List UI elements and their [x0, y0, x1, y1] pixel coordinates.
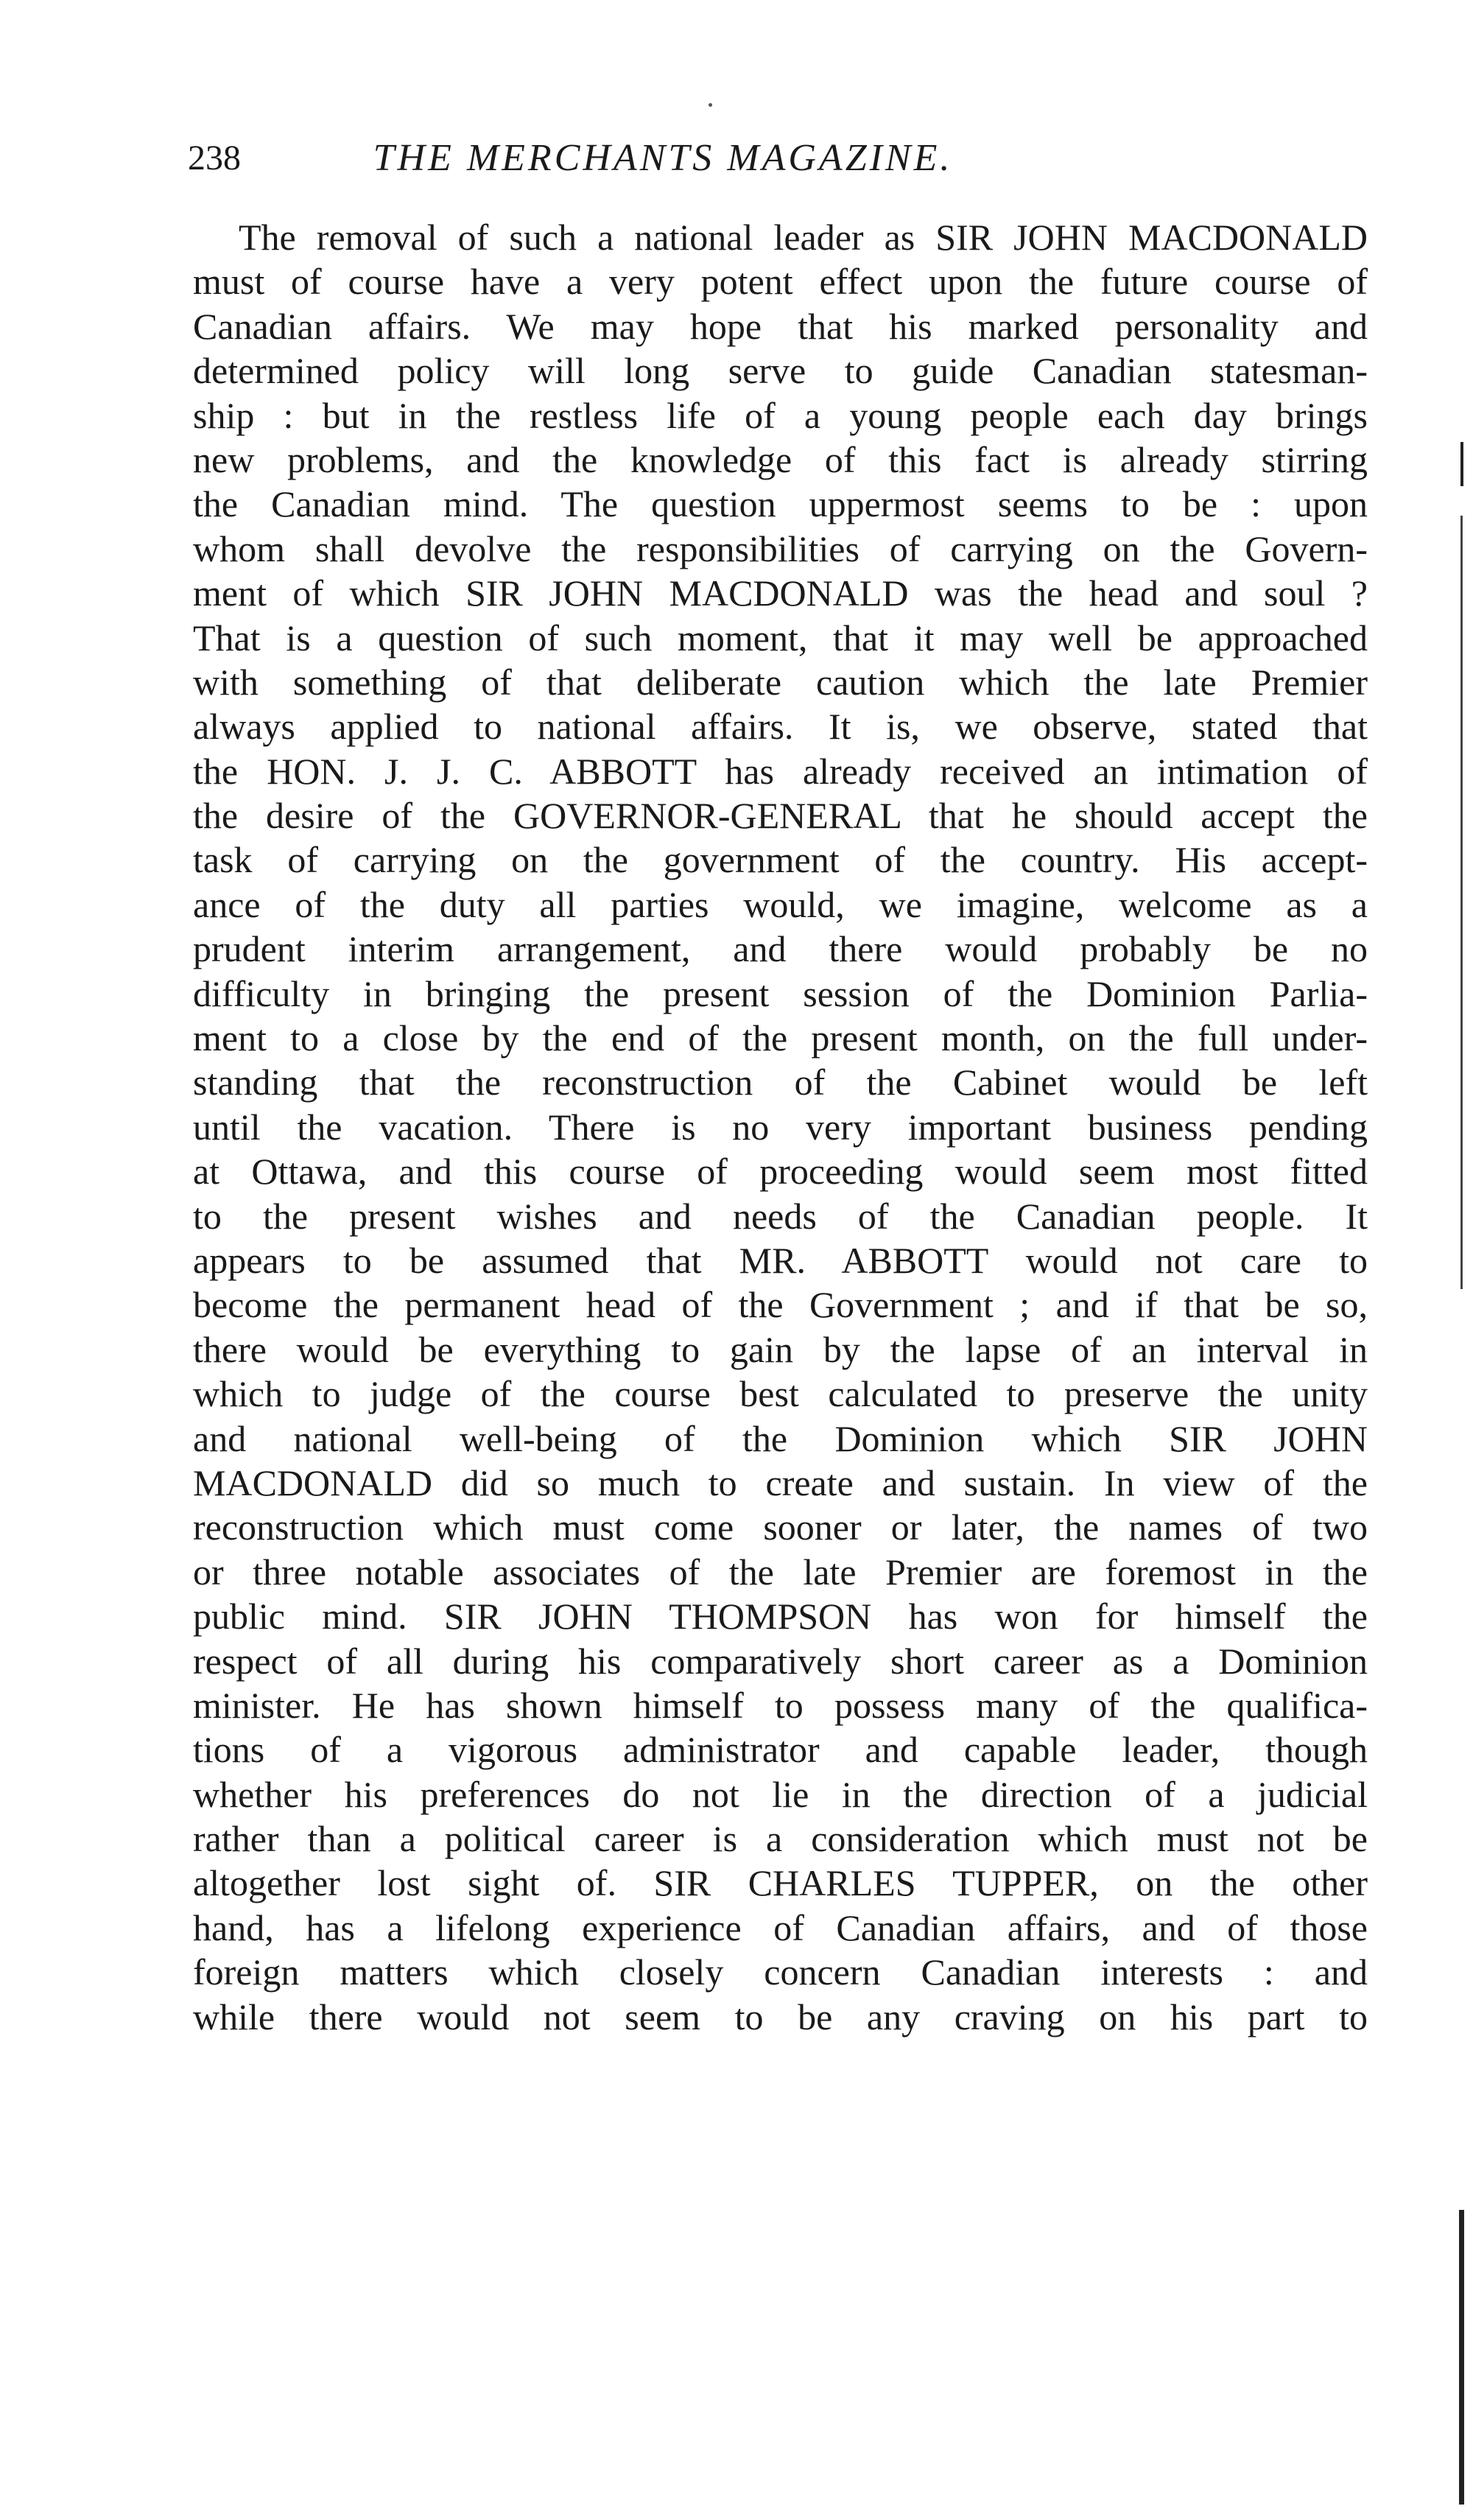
text-line: whether his preferences do not lie in the direction of a judicial — [193, 1773, 1368, 1815]
body-text — [193, 215, 1368, 2039]
text-line: foreign matters which closely concern Canadian interests : and — [193, 1951, 1368, 1993]
text-line: public mind. SIR JOHN THOMPSON has won for himself the — [193, 1596, 1368, 1638]
text-line: altogether lost sight of. SIR CHARLES TUPPER, on the other — [193, 1862, 1368, 1904]
text-line: ance of the duty all parties would, we imagine, welcome as a — [193, 883, 1368, 925]
text-line: ship : but in the restless life of a young people each day brings — [193, 394, 1368, 436]
text-line: which to judge of the course best calculated to preserve the unity — [193, 1373, 1368, 1415]
text-line: task of carrying on the government of the country. His accept- — [193, 839, 1368, 881]
text-line: new problems, and the knowledge of this fact is already stirring — [193, 438, 1368, 480]
scan-edge-mark — [1460, 516, 1463, 1289]
text-line: must of course have a very potent effect upon the future course of — [193, 261, 1368, 303]
text-line: there would be everything to gain by the lapse of an interval in — [193, 1328, 1368, 1370]
text-line: always applied to national affairs. It is, we observe, stated that — [193, 706, 1368, 748]
text-line: rather than a political career is a consideration which must not be — [193, 1818, 1368, 1860]
text-line: until the vacation. There is no very important business pending — [193, 1106, 1368, 1148]
text-line: the HON. J. J. C. ABBOTT has already received an intimation of — [193, 750, 1368, 792]
text-line: MACDONALD did so much to create and sustain. In view of the — [193, 1461, 1368, 1503]
text-line: standing that the reconstruction of the Cabinet would be left — [193, 1061, 1368, 1103]
text-line: difficulty in bringing the present session of the Dominion Parlia- — [193, 972, 1368, 1014]
scan-edge-mark — [1460, 442, 1463, 486]
text-line: prudent interim arrangement, and there would probably be no — [193, 928, 1368, 970]
text-line: tions of a vigorous administrator and capable leader, though — [193, 1729, 1368, 1771]
text-line: with something of that deliberate caution which the late Premier — [193, 661, 1368, 703]
text-line: appears to be assumed that MR. ABBOTT would not care to — [193, 1239, 1368, 1281]
text-line: while there would not seem to be any craving on his part to — [193, 1996, 1368, 2038]
text-line: respect of all during his comparatively short career as a Dominion — [193, 1640, 1368, 1682]
text-line: to the present wishes and needs of the Canadian people. It — [193, 1195, 1368, 1237]
text-line: at Ottawa, and this course of proceeding would seem most fitted — [193, 1151, 1368, 1193]
text-line: ment to a close by the end of the present month, on the full under- — [193, 1017, 1368, 1059]
text-line: the Canadian mind. The question uppermost seems to be : upon — [193, 483, 1368, 525]
page-header — [188, 129, 1138, 188]
text-line: Canadian affairs. We may hope that his marked personality and — [193, 305, 1368, 347]
text-line: the desire of the GOVERNOR-GENERAL that he should accept the — [193, 795, 1368, 837]
text-line: become the permanent head of the Government ; and if that be so, — [193, 1284, 1368, 1326]
text-line: That is a question of such moment, that it may well be approached — [193, 617, 1368, 659]
text-line: whom shall devolve the responsibilities of carrying on the Govern- — [193, 527, 1368, 569]
scan-edge-mark — [1459, 2210, 1464, 2505]
scan-speck — [709, 103, 712, 107]
text-line: and national well-being of the Dominion which SIR JOHN — [193, 1417, 1368, 1459]
text-line: hand, has a lifelong experience of Canadian affairs, and of those — [193, 1906, 1368, 1948]
text-line: determined policy will long serve to guide Canadian statesman- — [193, 350, 1368, 392]
running-title: THE MERCHANTS MAGAZINE. — [373, 137, 953, 179]
text-line: or three notable associates of the late Premier are foremost in the — [193, 1551, 1368, 1593]
text-line: The removal of such a national leader as SIR JOHN MACDONALD — [239, 217, 1368, 258]
page-number: 238 — [188, 138, 241, 178]
text-line: ment of which SIR JOHN MACDONALD was the head and soul ? — [193, 572, 1368, 614]
text-line: reconstruction which must come sooner or later, the names of two — [193, 1506, 1368, 1548]
text-line: minister. He has shown himself to possess many of the qualifica- — [193, 1684, 1368, 1726]
